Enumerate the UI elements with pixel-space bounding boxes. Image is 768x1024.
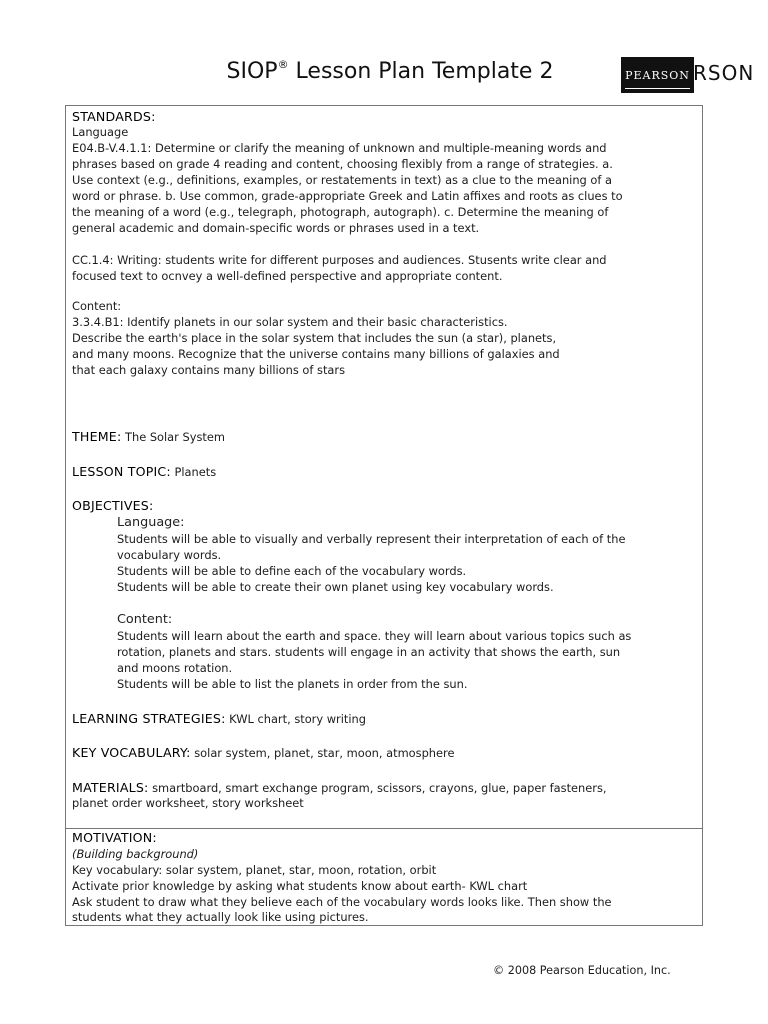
theme-label: THEME: <box>72 429 122 444</box>
objectives-content-label: Content: <box>117 612 173 627</box>
strategies-value: KWL chart, story writing <box>229 712 366 726</box>
objectives-language-line: Students will be able to create their own planet using key vocabulary words. <box>117 580 554 594</box>
registered-mark: ® <box>277 58 289 71</box>
page-title <box>200 58 580 84</box>
vocabulary-value: solar system, planet, star, moon, atmosphere <box>194 746 455 760</box>
motivation-line: Activate prior knowledge by asking what students know about earth- KWL chart <box>72 879 528 893</box>
pearson-logo <box>621 57 766 97</box>
motivation-box <box>65 828 703 926</box>
motivation-line: Ask student to draw what they believe each of the vocabulary words looks like. Then show the <box>72 895 612 909</box>
standards-language-line: the meaning of a word (e.g., telegraph, photograph, autograph). c. Determine the meaning of <box>72 205 609 219</box>
topic-row <box>72 464 216 481</box>
objectives-heading: OBJECTIVES: <box>72 498 154 513</box>
theme-value: The Solar System <box>125 430 225 444</box>
standards-cc-line: focused text to ocnvey a well-defined perspective and appropriate content. <box>72 269 503 283</box>
standards-content-line: that each galaxy contains many billions of stars <box>72 363 346 377</box>
vocabulary-label: KEY VOCABULARY: <box>72 745 191 760</box>
standards-language-line: word or phrase. b. Use common, grade-appropriate Greek and Latin affixes and roots as clues to <box>72 189 623 203</box>
materials-label: MATERIALS: <box>72 780 149 795</box>
standards-language-label: Language <box>72 125 129 139</box>
objectives-content-line: Students will learn about the earth and space. they will learn about various topics such as <box>117 629 632 643</box>
motivation-heading: MOTIVATION: <box>72 830 157 845</box>
lesson-plan-box <box>65 105 703 829</box>
standards-language-line: E04.B-V.4.1.1: Determine or clarify the meaning of unknown and multiple-meaning words and <box>72 141 607 155</box>
theme-row <box>72 429 225 446</box>
standards-language-line: Use context (e.g., definitions, examples, or restatements in text) as a clue to the meaning of a <box>72 173 612 187</box>
objectives-language-line: Students will be able to define each of the vocabulary words. <box>117 564 467 578</box>
pearson-logo-box: PEARSON <box>621 57 694 93</box>
standards-content-line: 3.3.4.B1: Identify planets in our solar system and their basic characteristics. <box>72 315 508 329</box>
objectives-content-line: Students will be able to list the planets in order from the sun. <box>117 677 468 691</box>
strategies-label: LEARNING STRATEGIES: <box>72 711 226 726</box>
standards-content-line: Describe the earth's place in the solar system that includes the sun (a star), planets, <box>72 331 557 345</box>
standards-content-label: Content: <box>72 299 122 313</box>
objectives-language-label: Language: <box>117 515 185 530</box>
objectives-language-line: vocabulary words. <box>117 548 222 562</box>
standards-language-line: phrases based on grade 4 reading and content, choosing flexibly from a range of strategies. a. <box>72 157 613 171</box>
title-siop: SIOP <box>226 59 278 84</box>
objectives-content-line: rotation, planets and stars. students will engage in an activity that shows the earth, sun <box>117 645 621 659</box>
topic-label: LESSON TOPIC: <box>72 464 171 479</box>
materials-line2: planet order worksheet, story worksheet <box>72 796 304 810</box>
copyright: © 2008 Pearson Education, Inc. <box>493 964 671 977</box>
motivation-line: Key vocabulary: solar system, planet, star, moon, rotation, orbit <box>72 863 437 877</box>
objectives-content-line: and moons rotation. <box>117 661 233 675</box>
objectives-language-line: Students will be able to visually and verbally represent their interpretation of each of the <box>117 532 626 546</box>
materials-value: smartboard, smart exchange program, scissors, crayons, glue, paper fasteners, <box>152 781 607 795</box>
motivation-line: students what they actually look like using pictures. <box>72 910 369 924</box>
materials-row <box>72 780 607 797</box>
standards-heading: STANDARDS: <box>72 109 156 124</box>
pearson-logo-rest: RSON <box>693 61 755 85</box>
standards-content-line: and many moons. Recognize that the universe contains many billions of galaxies and <box>72 347 560 361</box>
standards-cc-line: CC.1.4: Writing: students write for different purposes and audiences. Stusents write clear and <box>72 253 607 267</box>
title-rest: Lesson Plan Template 2 <box>288 59 554 84</box>
vocabulary-row <box>72 745 454 762</box>
strategies-row <box>72 711 366 728</box>
topic-value: Planets <box>174 465 217 479</box>
motivation-subheading: (Building background) <box>72 847 199 861</box>
standards-language-line: general academic and domain-specific words or phrases used in a text. <box>72 221 480 235</box>
